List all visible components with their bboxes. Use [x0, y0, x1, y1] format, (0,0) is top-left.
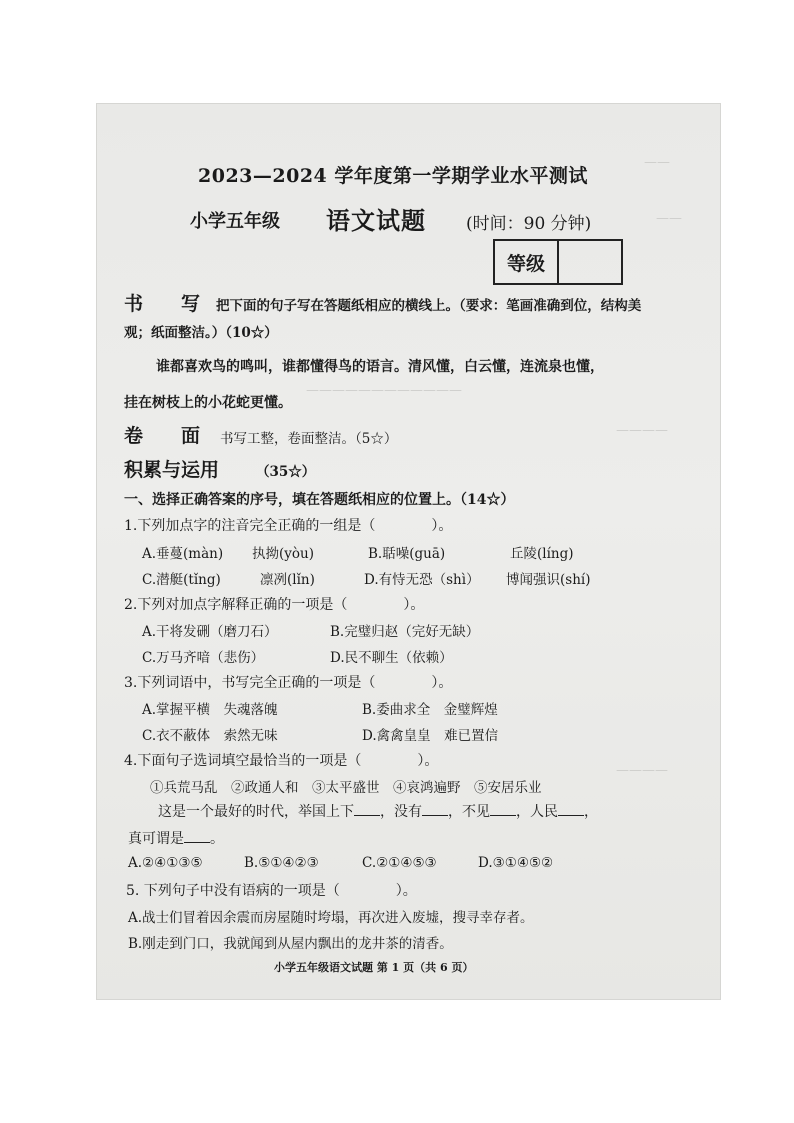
q1-option-c-word2: 凛冽(lǐn)	[260, 572, 315, 588]
q1-option-c: C.潜艇(tǐng)	[142, 572, 221, 588]
q3-option-d: D.禽禽皇皇 难已置信	[362, 728, 499, 744]
q4-sentence-part: ，人民	[516, 804, 558, 820]
exam-paper	[96, 103, 721, 1000]
time-limit: (时间：90 分钟)	[466, 214, 592, 234]
q1-option-b-word2: 丘陵(líng)	[510, 546, 574, 562]
bleed-through-text: ————	[616, 423, 668, 438]
fill-blank	[558, 803, 584, 816]
q1-option-d: D.有恃无恐（shì）	[364, 572, 480, 588]
grade-box-label: 等级	[495, 241, 559, 283]
q2-option-c: C.万马齐喑（悲伤）	[142, 650, 265, 666]
q4-option-a: A.②④①③⑤	[128, 855, 203, 871]
fill-blank	[184, 830, 210, 843]
section-heading-neatness: 卷 面	[124, 425, 201, 447]
fill-blank	[422, 803, 448, 816]
q4-sentence-part: 这是一个最好的时代，举国上下	[158, 804, 354, 820]
q3-option-c: C.衣不蔽体 索然无味	[142, 728, 278, 744]
fill-blank	[490, 803, 516, 816]
q4-option-d: D.③①④⑤②	[478, 855, 554, 871]
exam-title: 2023—2024 学年度第一学期学业水平测试	[198, 165, 588, 187]
q5-option-b: B.刚走到门口，我就闻到从屋内飘出的龙井茶的清香。	[128, 936, 453, 952]
grade-box	[493, 239, 623, 285]
section-heading-writing: 书 写	[124, 293, 201, 315]
bleed-through-text: ————	[616, 763, 668, 778]
q2-option-b: B.完璧归赵（完好无缺）	[330, 624, 480, 640]
bleed-through-text: ——	[656, 211, 682, 226]
q4-sentence	[158, 801, 598, 821]
q4-sentence-part: 真可谓是	[128, 831, 184, 847]
q2-option-d: D.民不聊生（依赖）	[330, 650, 453, 666]
writing-instruction-cont: 观；纸面整洁。）（10☆）	[124, 325, 278, 341]
fill-blank	[354, 803, 380, 816]
q1-option-b: B.聒噪(guā)	[368, 546, 446, 562]
q4-sentence-part: ，不见	[448, 804, 490, 820]
section-heading-accumulation: 积累与运用	[124, 459, 220, 481]
q4-sentence-part: 。	[210, 831, 224, 847]
writing-instruction: 把下面的句子写在答题纸相应的横线上。（要求：笔画准确到位，结构美	[216, 298, 642, 314]
q2-option-a: A.干将发硎（磨刀石）	[142, 624, 278, 640]
writing-passage: 谁都喜欢鸟的鸣叫，谁都懂得鸟的语言。清风懂，白云懂，连流泉也懂，	[156, 359, 604, 375]
q5-stem: 5. 下列句子中没有语病的一项是（ ）。	[126, 883, 417, 899]
subject-title: 语文试题	[326, 206, 426, 235]
bleed-through-text: ————————————	[306, 383, 462, 398]
q1-option-d-word2: 博闻强识(shí)	[506, 572, 591, 588]
q4-sentence-cont	[128, 828, 224, 848]
q3-option-b: B.委曲求全 金璧辉煌	[362, 702, 498, 718]
q1-option-a: A.垂蔓(màn)	[142, 546, 224, 562]
q3-option-a: A.掌握平横 失魂落魄	[142, 702, 278, 718]
q1-option-a-word2: 执拗(yòu)	[252, 546, 314, 562]
q2-stem: 2.下列对加点字解释正确的一项是（ ）。	[124, 597, 425, 613]
q4-sentence-part: ，	[584, 804, 598, 820]
q4-option-b: B.⑤①④②③	[244, 855, 319, 871]
q3-stem: 3.下列词语中，书写完全正确的一项是（ ）。	[124, 675, 453, 691]
q4-stem: 4.下面句子选词填空最恰当的一项是（ ）。	[124, 753, 439, 769]
grade-box-value	[559, 241, 621, 283]
part1-heading: 一、选择正确答案的序号，填在答题纸相应的位置上。（14☆）	[124, 492, 515, 508]
writing-passage-cont: 挂在树枝上的小花蛇更懂。	[124, 395, 292, 411]
q4-word-options: ①兵荒马乱 ②政通人和 ③太平盛世 ④哀鸿遍野 ⑤安居乐业	[150, 780, 542, 796]
accumulation-score: （35☆）	[256, 464, 316, 480]
page-footer: 小学五年级语文试题 第 1 页（共 6 页）	[274, 961, 474, 974]
q4-option-c: C.②①④⑤③	[362, 855, 437, 871]
grade-label: 小学五年级	[190, 211, 280, 232]
q4-sentence-part: ，没有	[380, 804, 422, 820]
q5-option-a: A.战士们冒着因余震而房屋随时垮塌，再次进入废墟，搜寻幸存者。	[128, 910, 534, 926]
bleed-through-text: ——	[644, 155, 670, 170]
q1-stem: 1.下列加点字的注音完全正确的一组是（ ）。	[124, 518, 453, 534]
neatness-text: 书写工整，卷面整洁。（5☆）	[220, 431, 398, 447]
